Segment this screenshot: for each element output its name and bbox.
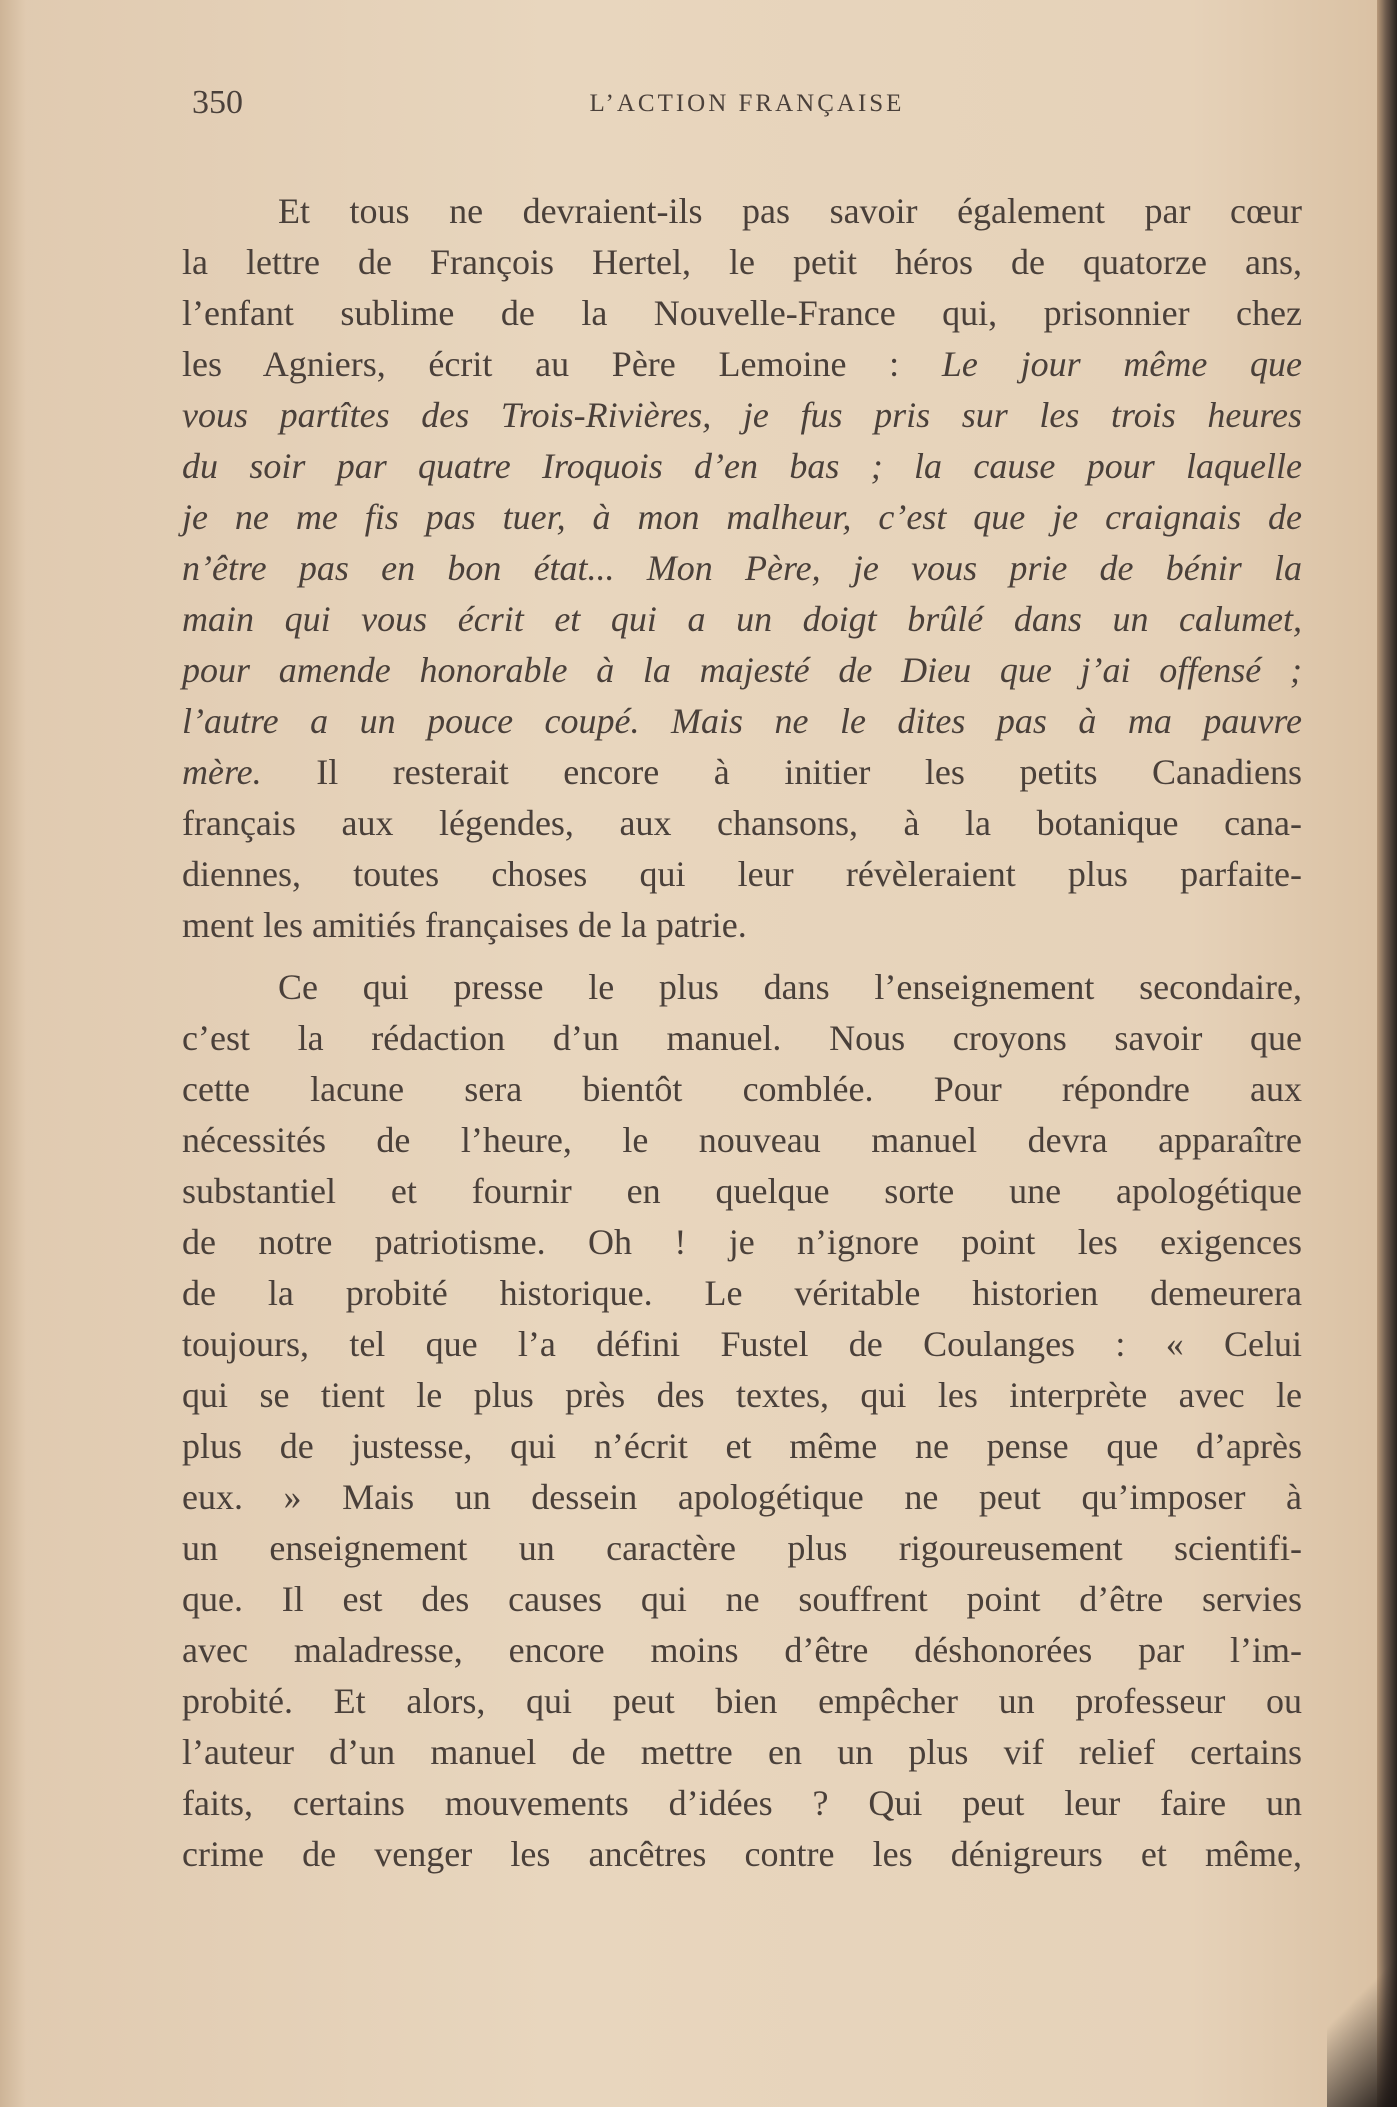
text-line [182, 390, 1302, 441]
text-segment: faits, certains mouvements d’idées ? Qui peut leur faire un [182, 1783, 1302, 1823]
text-line [182, 900, 1302, 951]
text-segment: probité. Et alors, qui peut bien empêcher un professeur ou [182, 1681, 1302, 1721]
text-line [182, 747, 1302, 798]
page-left-edge [0, 0, 26, 2107]
running-title: L’ACTION FRANÇAISE [589, 90, 905, 117]
text-line [182, 1472, 1302, 1523]
text-segment: c’est la rédaction d’un manuel. Nous croyons savoir que [182, 1018, 1302, 1058]
text-segment: substantiel et fournir en quelque sorte une apologétique [182, 1171, 1302, 1211]
text-line [182, 1217, 1302, 1268]
text-segment: l’auteur d’un manuel de mettre en un plus vif relief certains [182, 1732, 1302, 1772]
paragraph [182, 186, 1302, 951]
text-segment: les Agniers, écrit au Père Lemoine : [182, 344, 942, 384]
text-line [182, 186, 1302, 237]
text-segment: ment les amitiés françaises de la patrie. [182, 905, 747, 945]
text-segment: français aux légendes, aux chansons, à la botanique cana- [182, 803, 1302, 843]
italic-text: vous partîtes des Trois-Rivières, je fus pris sur les trois heures [182, 395, 1302, 435]
paragraph [182, 962, 1302, 1880]
italic-text: l’autre a un pouce coupé. Mais ne le dites pas à ma pauvre [182, 701, 1302, 741]
text-line [182, 696, 1302, 747]
italic-text: n’être pas en bon état... Mon Père, je vous prie de bénir la [182, 548, 1302, 588]
text-segment: Il resterait encore à initier les petits Canadiens [261, 752, 1302, 792]
text-line [182, 594, 1302, 645]
italic-text: du soir par quatre Iroquois d’en bas ; la cause pour laquelle [182, 446, 1302, 486]
text-line [182, 237, 1302, 288]
text-line [182, 1676, 1302, 1727]
text-line [182, 1574, 1302, 1625]
text-segment: toujours, tel que l’a défini Fustel de Coulanges : « Celui [182, 1324, 1302, 1364]
page-header [192, 84, 1302, 134]
text-line [182, 441, 1302, 492]
italic-text: je ne me fis pas tuer, à mon malheur, c’est que je craignais de [182, 497, 1302, 537]
text-line [182, 1115, 1302, 1166]
italic-text: mère. [182, 752, 262, 792]
text-segment: Et tous ne devraient-ils pas savoir également par cœur [278, 191, 1302, 231]
text-segment: la lettre de François Hertel, le petit héros de quatorze ans, [182, 242, 1302, 282]
page-number: 350 [192, 84, 243, 121]
text-segment: de la probité historique. Le véritable historien demeurera [182, 1273, 1302, 1313]
text-line [182, 1370, 1302, 1421]
text-line [182, 1013, 1302, 1064]
text-segment: Ce qui presse le plus dans l’enseignement secondaire, [278, 967, 1302, 1007]
text-segment: que. Il est des causes qui ne souffrent point d’être servies [182, 1579, 1302, 1619]
italic-text: Le jour même que [941, 344, 1302, 384]
text-line [182, 849, 1302, 900]
text-segment: de notre patriotisme. Oh ! je n’ignore point les exigences [182, 1222, 1302, 1262]
text-segment: plus de justesse, qui n’écrit et même ne pense que d’après [182, 1426, 1302, 1466]
text-line [182, 1829, 1302, 1880]
italic-text: main qui vous écrit et qui a un doigt brûlé dans un calumet, [182, 599, 1302, 639]
text-segment: l’enfant sublime de la Nouvelle-France qui, prisonnier chez [182, 293, 1302, 333]
text-line [182, 1421, 1302, 1472]
text-line [182, 288, 1302, 339]
text-segment: diennes, toutes choses qui leur révèleraient plus parfaite- [182, 854, 1302, 894]
text-line [182, 798, 1302, 849]
text-segment: crime de venger les ancêtres contre les dénigreurs et même, [182, 1834, 1302, 1874]
text-line [182, 645, 1302, 696]
text-line [182, 339, 1302, 390]
text-segment: cette lacune sera bientôt comblée. Pour répondre aux [182, 1069, 1302, 1109]
text-segment: qui se tient le plus près des textes, qui les interprète avec le [182, 1375, 1302, 1415]
text-line [182, 1064, 1302, 1115]
text-line [182, 543, 1302, 594]
text-segment: un enseignement un caractère plus rigoureusement scientifi- [182, 1528, 1302, 1568]
text-segment: eux. » Mais un dessein apologétique ne peut qu’imposer à [182, 1477, 1302, 1517]
body-text [182, 186, 1302, 1880]
text-line [182, 1268, 1302, 1319]
spine-shadow [1327, 1927, 1397, 2107]
text-line [182, 1625, 1302, 1676]
book-spine [1377, 0, 1397, 2107]
text-line [182, 1727, 1302, 1778]
text-line [182, 492, 1302, 543]
text-line [182, 1523, 1302, 1574]
text-line [182, 1166, 1302, 1217]
text-line [182, 1778, 1302, 1829]
italic-text: pour amende honorable à la majesté de Dieu que j’ai offensé ; [182, 650, 1302, 690]
text-line [182, 1319, 1302, 1370]
text-segment: nécessités de l’heure, le nouveau manuel devra apparaître [182, 1120, 1302, 1160]
text-line [182, 962, 1302, 1013]
text-segment: avec maladresse, encore moins d’être déshonorées par l’im- [182, 1630, 1302, 1670]
